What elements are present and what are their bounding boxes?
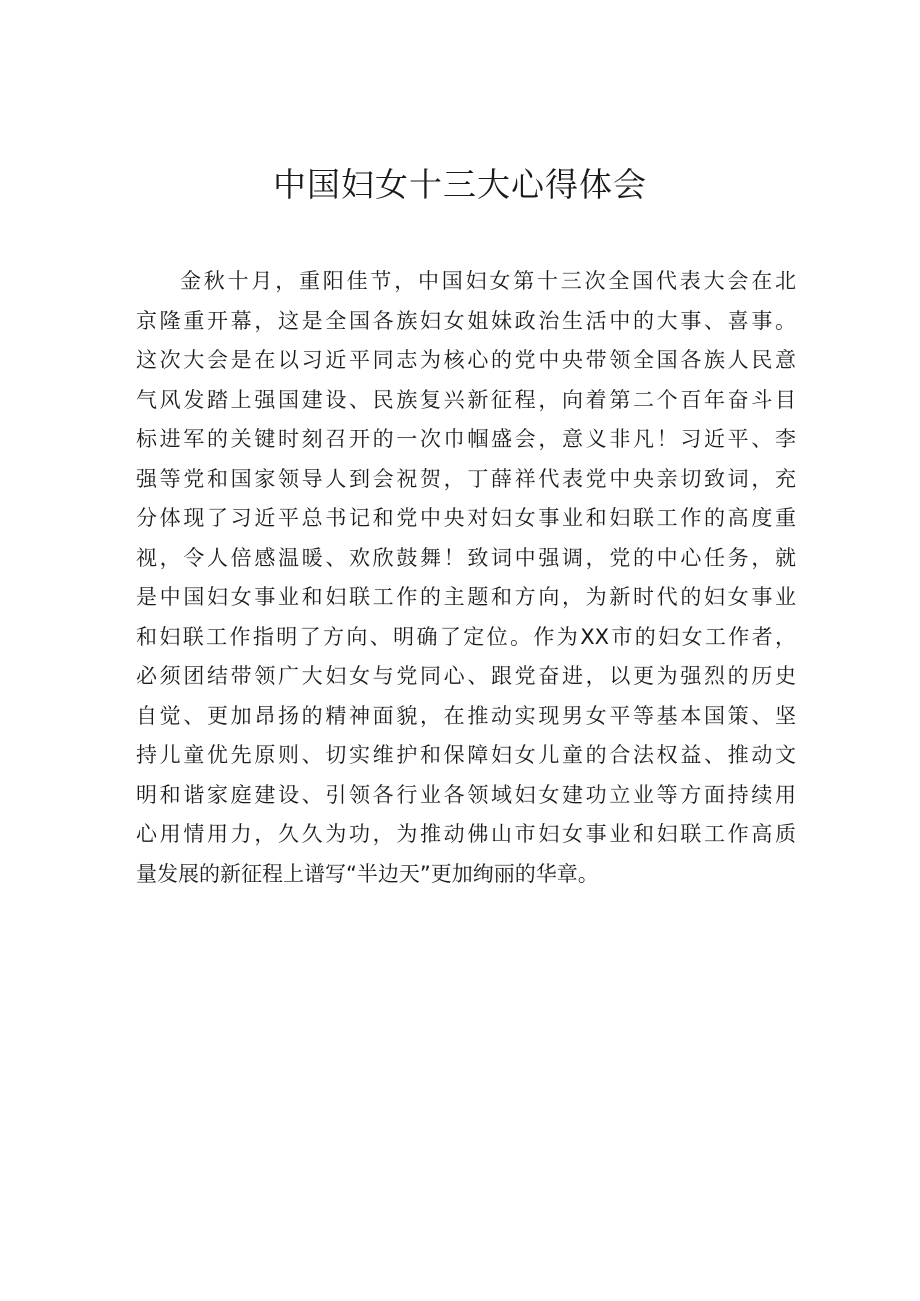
- paragraph-line: 京隆重开幕，这是全国各族妇女姐妹政治生活中的大事、喜事。: [136, 308, 796, 333]
- paragraph-line: 和妇联工作指明了方向、明确了定位。作为XX市的妇女工作者，: [136, 624, 796, 649]
- paragraph-line: 心用情用力，久久为功，为推动佛山市妇女事业和妇联工作高质: [136, 822, 796, 846]
- paragraph-line: 明和谐家庭建设、引领各行业各领域妇女建功立业等方面持续用: [136, 782, 796, 807]
- document-title: 中国妇女十三大心得体会: [273, 165, 647, 204]
- paragraph-line: 自觉、更加昂扬的精神面貌，在推动实现男女平等基本国策、坚: [136, 703, 796, 728]
- paragraph-line: 是中国妇女事业和妇联工作的主题和方向，为新时代的妇女事业: [136, 585, 796, 609]
- paragraph-line: 分体现了习近平总书记和党中央对妇女事业和妇联工作的高度重: [136, 506, 796, 530]
- paragraph-line: 量发展的新征程上谱写“半边天”更加绚丽的华章。: [136, 861, 599, 886]
- paragraph-line: 这次大会是在以习近平同志为核心的党中央带领全国各族人民意: [136, 348, 796, 372]
- paragraph-line: 持儿童优先原则、切实维护和保障妇女儿童的合法权益、推动文: [136, 743, 796, 767]
- paragraph-line: 金秋十月，重阳佳节，中国妇女第十三次全国代表大会在北: [180, 269, 796, 293]
- body-paragraph: [136, 262, 796, 894]
- paragraph-line: 必须团结带领广大妇女与党同心、跟党奋进，以更为强烈的历史: [136, 664, 796, 688]
- paragraph-line: 视，令人倍感温暖、欢欣鼓舞！致词中强调，党的中心任务，就: [136, 545, 796, 570]
- paragraph-line: 强等党和国家领导人到会祝贺，丁薛祥代表党中央亲切致词，充: [136, 466, 796, 491]
- paragraph-line: 气风发踏上强国建设、民族复兴新征程，向着第二个百年奋斗目: [136, 387, 796, 412]
- paragraph-line: 标进军的关键时刻召开的一次巾帼盛会，意义非凡！习近平、李: [136, 427, 796, 451]
